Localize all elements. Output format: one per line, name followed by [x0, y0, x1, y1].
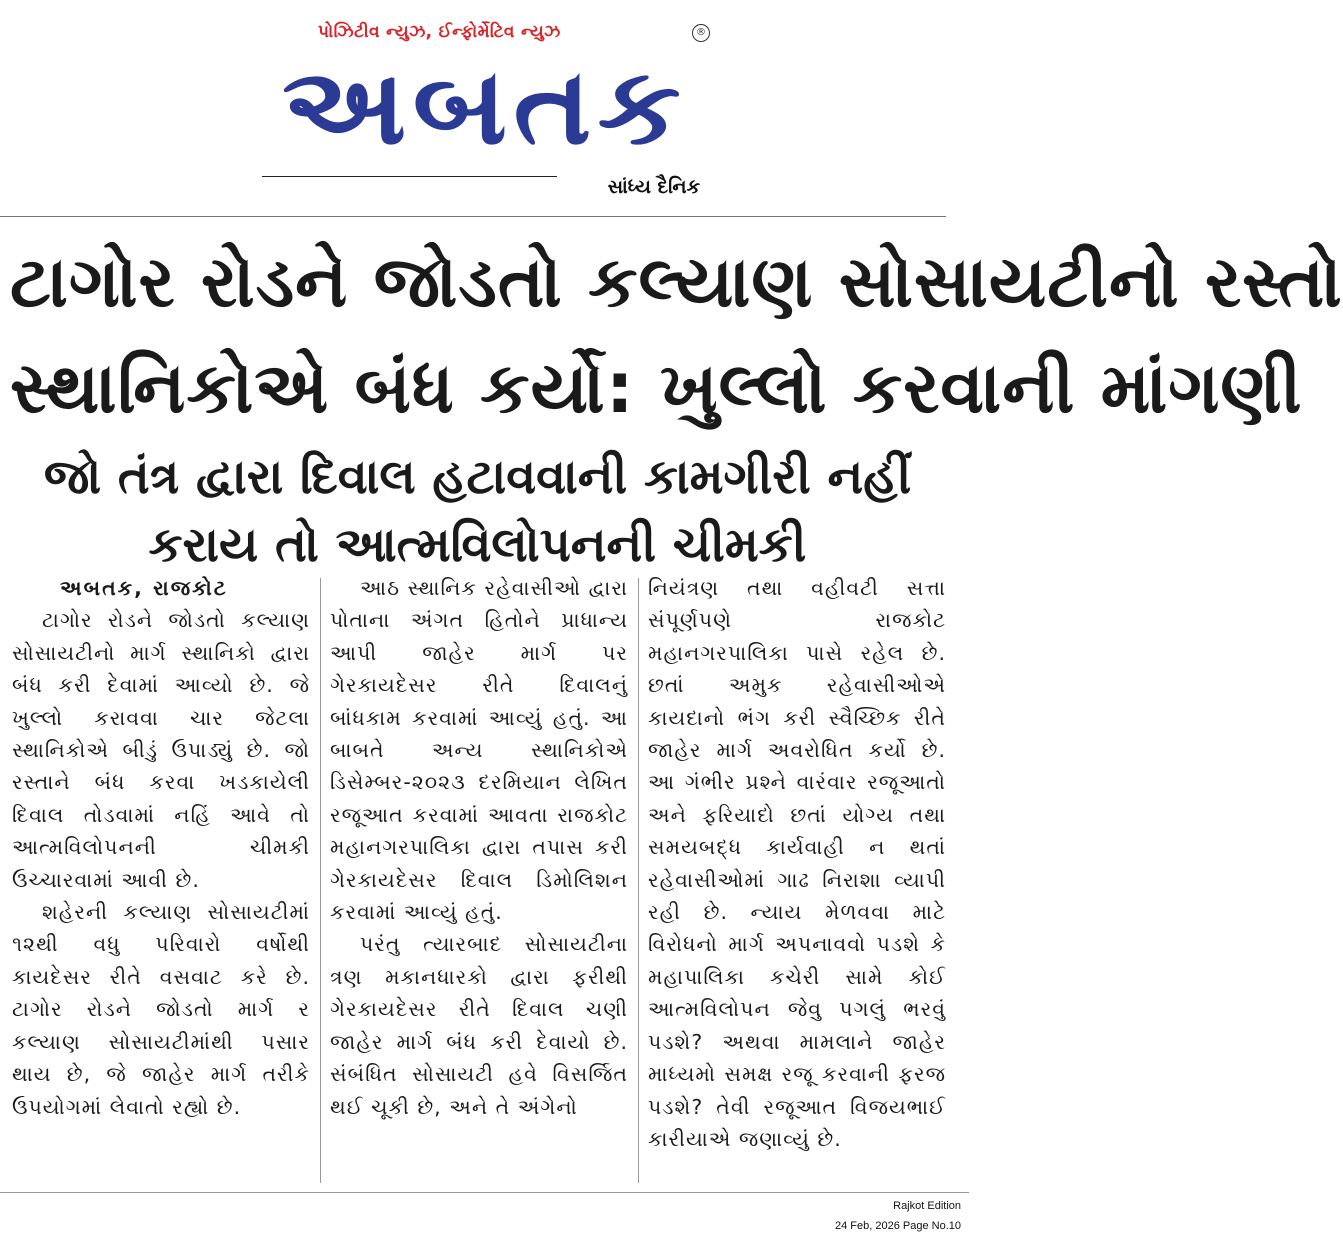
article-paragraph: પરંતુ ત્યારબાદ સોસાયટીના ત્રણ મકાનધારકો દ્વારા ફરીથી ગેરકાયદેસર રીતે દિવાલ ચણી જાહેર માર્ગ બંધ કરી દેવાયો છે. સંબંધિત સોસાયટી હવે વિસર્જિત થઈ ચૂકી છે, અને તે અંગેનો — [330, 932, 628, 1119]
article-column-3 — [648, 572, 946, 1187]
headline-line-1: ટાગોર રોડને જોડતો કલ્યાણ સોસાયટીનો રસ્તો — [10, 241, 1343, 323]
article-paragraph: આઠ સ્થાનિક રહેવાસીઓ દ્વારા પોતાના અંગત હિતોને પ્રાધાન્ય આપી જાહેર માર્ગ પર ગેરકાયદેસર રીતે દિવાલનું બાંધકામ કરવામાં આવ્યું હતું. આ બાબતે અન્ય સ્થાનિકોએ ડિસેમ્બર-૨૦૨૩ દરમિયાન લેખિત રજૂઆત કરવામાં આવતા રાજકોટ મહાનગરપાલિકા દ્વારા તપાસ કરી ગેરકાયદેસર દિવાલ ડિમોલિશન કરવામાં આવ્યું હતું. — [330, 576, 628, 925]
article-paragraph: ટાગોર રોડને જોડતો કલ્યાણ સોસાયટીનો માર્ગ સ્થાનિકો દ્વારા બંધ કરી દેવામાં આવ્યો છે. જે ખુલ્લો કરાવવા ચાર જેટલા સ્થાનિકોએ બીડું ઉપાડ્યું છે. જો રસ્તાને બંધ કરવા ખડકાયેલી દિવાલ તોડવામાં નહિં આવે તો આત્મવિલોપનની ચીમકી ઉચ્ચારવામાં આવી છે. — [12, 608, 310, 892]
article-paragraph: નિયંત્રણ તથા વહીવટી સત્તા સંપૂર્ણપણે રાજકોટ મહાનગરપાલિકા પાસે રહેલ છે. છતાં અમુક રહેવાસીઓએ કાયદાનો ભંગ કરી સ્વૈચ્છિક રીતે જાહેર માર્ગ અવરોધિત કર્યો છે. આ ગંભીર પ્રશ્ને વારંવાર રજૂઆતો અને ફરિયાદો છતાં યોગ્ય તથા સમયબદ્ધ કાર્યવાહી ન થતાં રહેવાસીઓમાં ગાઢ નિરાશા વ્યાપી રહી છે. ન્યાય મેળવવા માટે વિરોધનો માર્ગ અપનાવવો પડશે કે મહાપાલિકા કચેરી સામે કોઈ આત્મવિલોપન જેવુ પગલું ભરવું પડશે? અથવા મામલાને જાહેર માધ્યમો સમક્ષ રજૂ કરવાની ફરજ પડશે? તેવી રજૂઆત વિજયભાઈ કારીયાએ જણાવ્યું છે. — [648, 576, 946, 1151]
bottom-divider — [0, 1192, 969, 1193]
edition-type: સાંધ્ય દૈનિક — [607, 176, 700, 198]
footer-edition: Rajkot Edition — [893, 1200, 961, 1212]
registered-mark: ® — [692, 24, 710, 42]
article-paragraph: શહેરની કલ્યાણ સોસાયટીમાં ૧૨થી વધુ પરિવારો વર્ષોથી કાયદેસર રીતે વસવાટ કરે છે. ટાગોર રોડને જોડતો માર્ગ ર કલ્યાણ સોસાયટીમાંથી પસાર થાય છે, જે જાહેર માર્ગ તરીકે ઉપયોગમાં લેવાતો રહ્યો છે. — [12, 900, 310, 1119]
subheadline-line-2: કરાય તો આત્મવિલોપનની ચીમકી — [148, 517, 807, 573]
masthead — [0, 0, 969, 215]
subheadline-line-1: જો તંત્ર દ્વારા દિવાલ હટાવવાની કામગીરી નહીં — [43, 449, 912, 505]
newspaper-logo: અબતક — [282, 43, 687, 169]
footer-date-page: 24 Feb, 2026 Page No.10 — [835, 1220, 961, 1232]
column-divider — [638, 578, 639, 1183]
article-byline: અબતક, રાજકોટ — [60, 576, 228, 600]
article-column-2 — [330, 572, 628, 1187]
headline-line-2: સ્થાનિકોએ બંધ કર્યો: ખુલ્લો કરવાની માંગણી — [10, 347, 1303, 429]
masthead-tagline: પોઝિટીવ ન્યુઝ, ઈન્ફોર્મેટિવ ન્યુઝ — [318, 22, 561, 42]
column-divider — [320, 578, 321, 1183]
top-divider — [0, 216, 946, 217]
article-column-1 — [12, 572, 310, 1187]
masthead-underline — [262, 176, 557, 177]
